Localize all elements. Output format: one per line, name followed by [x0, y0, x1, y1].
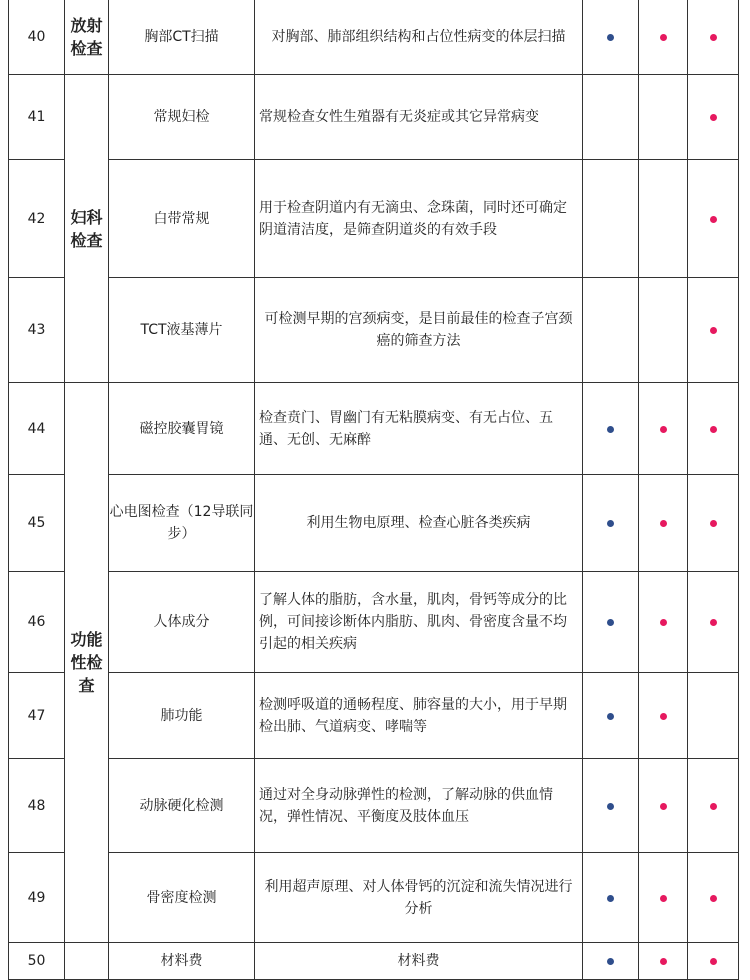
table-row [9, 759, 739, 853]
blue-dot-icon [607, 895, 614, 902]
blue-dot-icon [607, 958, 614, 965]
blue-dot-icon [607, 713, 614, 720]
row-number: 44 [9, 383, 65, 475]
row-number: 47 [9, 673, 65, 759]
item-description: 对胸部、肺部组织结构和占位性病变的体层扫描 [255, 0, 583, 75]
table-row [9, 160, 739, 278]
package-cell-3 [688, 572, 739, 673]
package-cell-3 [688, 160, 739, 278]
package-cell-2 [639, 943, 688, 980]
package-cell-1 [583, 673, 639, 759]
package-cell-1 [583, 572, 639, 673]
item-name: 白带常规 [109, 160, 255, 278]
blue-dot-icon [607, 34, 614, 41]
row-number: 48 [9, 759, 65, 853]
pink-dot-icon [660, 803, 667, 810]
package-cell-3 [688, 673, 739, 759]
package-cell-3 [688, 475, 739, 572]
item-description: 检测呼吸道的通畅程度、肺容量的大小，用于早期检出肺、气道病变、哮喘等 [255, 673, 583, 759]
row-number: 49 [9, 853, 65, 943]
pink-dot-icon [660, 713, 667, 720]
item-description: 可检测早期的宫颈病变，是目前最佳的检查子宫颈癌的筛查方法 [255, 278, 583, 383]
package-cell-1 [583, 759, 639, 853]
package-cell-1 [583, 943, 639, 980]
item-name: 动脉硬化检测 [109, 759, 255, 853]
row-number: 45 [9, 475, 65, 572]
item-description: 利用生物电原理、检查心脏各类疾病 [255, 475, 583, 572]
pink-dot-icon [710, 34, 717, 41]
row-number: 50 [9, 943, 65, 980]
item-name: 心电图检查（12导联同步） [109, 475, 255, 572]
package-cell-2 [639, 853, 688, 943]
pink-dot-icon [710, 216, 717, 223]
pink-dot-icon [660, 34, 667, 41]
pink-dot-icon [710, 520, 717, 527]
pink-dot-icon [660, 958, 667, 965]
item-description: 通过对全身动脉弹性的检测，了解动脉的供血情况，弹性情况、平衡度及肢体血压 [255, 759, 583, 853]
package-cell-2 [639, 759, 688, 853]
pink-dot-icon [710, 114, 717, 121]
package-cell-2 [639, 673, 688, 759]
package-cell-2 [639, 278, 688, 383]
item-name: 骨密度检测 [109, 853, 255, 943]
package-cell-1 [583, 0, 639, 75]
package-cell-1 [583, 383, 639, 475]
blue-dot-icon [607, 520, 614, 527]
package-cell-1 [583, 278, 639, 383]
package-cell-3 [688, 75, 739, 160]
package-cell-2 [639, 0, 688, 75]
package-cell-3 [688, 383, 739, 475]
table-row [9, 853, 739, 943]
table-row [9, 278, 739, 383]
table-row [9, 383, 739, 475]
table-row [9, 0, 739, 75]
package-cell-2 [639, 75, 688, 160]
blue-dot-icon [607, 426, 614, 433]
package-cell-3 [688, 943, 739, 980]
package-cell-2 [639, 160, 688, 278]
row-number: 40 [9, 0, 65, 75]
package-cell-1 [583, 160, 639, 278]
item-name: 人体成分 [109, 572, 255, 673]
item-name: TCT液基薄片 [109, 278, 255, 383]
package-cell-2 [639, 572, 688, 673]
item-name: 胸部CT扫描 [109, 0, 255, 75]
package-cell-1 [583, 75, 639, 160]
package-cell-2 [639, 475, 688, 572]
item-name: 材料费 [109, 943, 255, 980]
pink-dot-icon [710, 958, 717, 965]
item-name: 肺功能 [109, 673, 255, 759]
row-number: 46 [9, 572, 65, 673]
table-row [9, 572, 739, 673]
blue-dot-icon [607, 619, 614, 626]
package-cell-3 [688, 759, 739, 853]
package-cell-1 [583, 853, 639, 943]
row-number: 41 [9, 75, 65, 160]
package-cell-3 [688, 278, 739, 383]
item-description: 常规检查女性生殖器有无炎症或其它异常病变 [255, 75, 583, 160]
category-gynecology: 妇科检查 [65, 75, 109, 383]
package-cell-1 [583, 475, 639, 572]
pink-dot-icon [710, 803, 717, 810]
pink-dot-icon [660, 895, 667, 902]
table-row [9, 75, 739, 160]
row-number: 43 [9, 278, 65, 383]
pink-dot-icon [710, 426, 717, 433]
category-radiology: 放射检查 [65, 0, 109, 75]
pink-dot-icon [660, 426, 667, 433]
item-description: 利用超声原理、对人体骨钙的沉淀和流失情况进行分析 [255, 853, 583, 943]
table-row [9, 943, 739, 980]
pink-dot-icon [660, 619, 667, 626]
item-description: 用于检查阴道内有无滴虫、念珠菌，同时还可确定阴道清洁度，是筛查阴道炎的有效手段 [255, 160, 583, 278]
item-description: 材料费 [255, 943, 583, 980]
category-functional: 功能性检查 [65, 383, 109, 943]
package-cell-2 [639, 383, 688, 475]
pink-dot-icon [710, 895, 717, 902]
item-name: 常规妇检 [109, 75, 255, 160]
table-row [9, 475, 739, 572]
row-number: 42 [9, 160, 65, 278]
pink-dot-icon [710, 327, 717, 334]
blue-dot-icon [607, 803, 614, 810]
package-cell-3 [688, 0, 739, 75]
item-name: 磁控胶囊胃镜 [109, 383, 255, 475]
pink-dot-icon [660, 520, 667, 527]
item-description: 检查贲门、胃幽门有无粘膜病变、有无占位、五通、无创、无麻醉 [255, 383, 583, 475]
exam-items-table [8, 0, 739, 980]
category-empty [65, 943, 109, 980]
pink-dot-icon [710, 619, 717, 626]
package-cell-3 [688, 853, 739, 943]
table-row [9, 673, 739, 759]
item-description: 了解人体的脂肪，含水量，肌肉，骨钙等成分的比例，可间接诊断体内脂肪、肌肉、骨密度含量不均引起的相关疾病 [255, 572, 583, 673]
